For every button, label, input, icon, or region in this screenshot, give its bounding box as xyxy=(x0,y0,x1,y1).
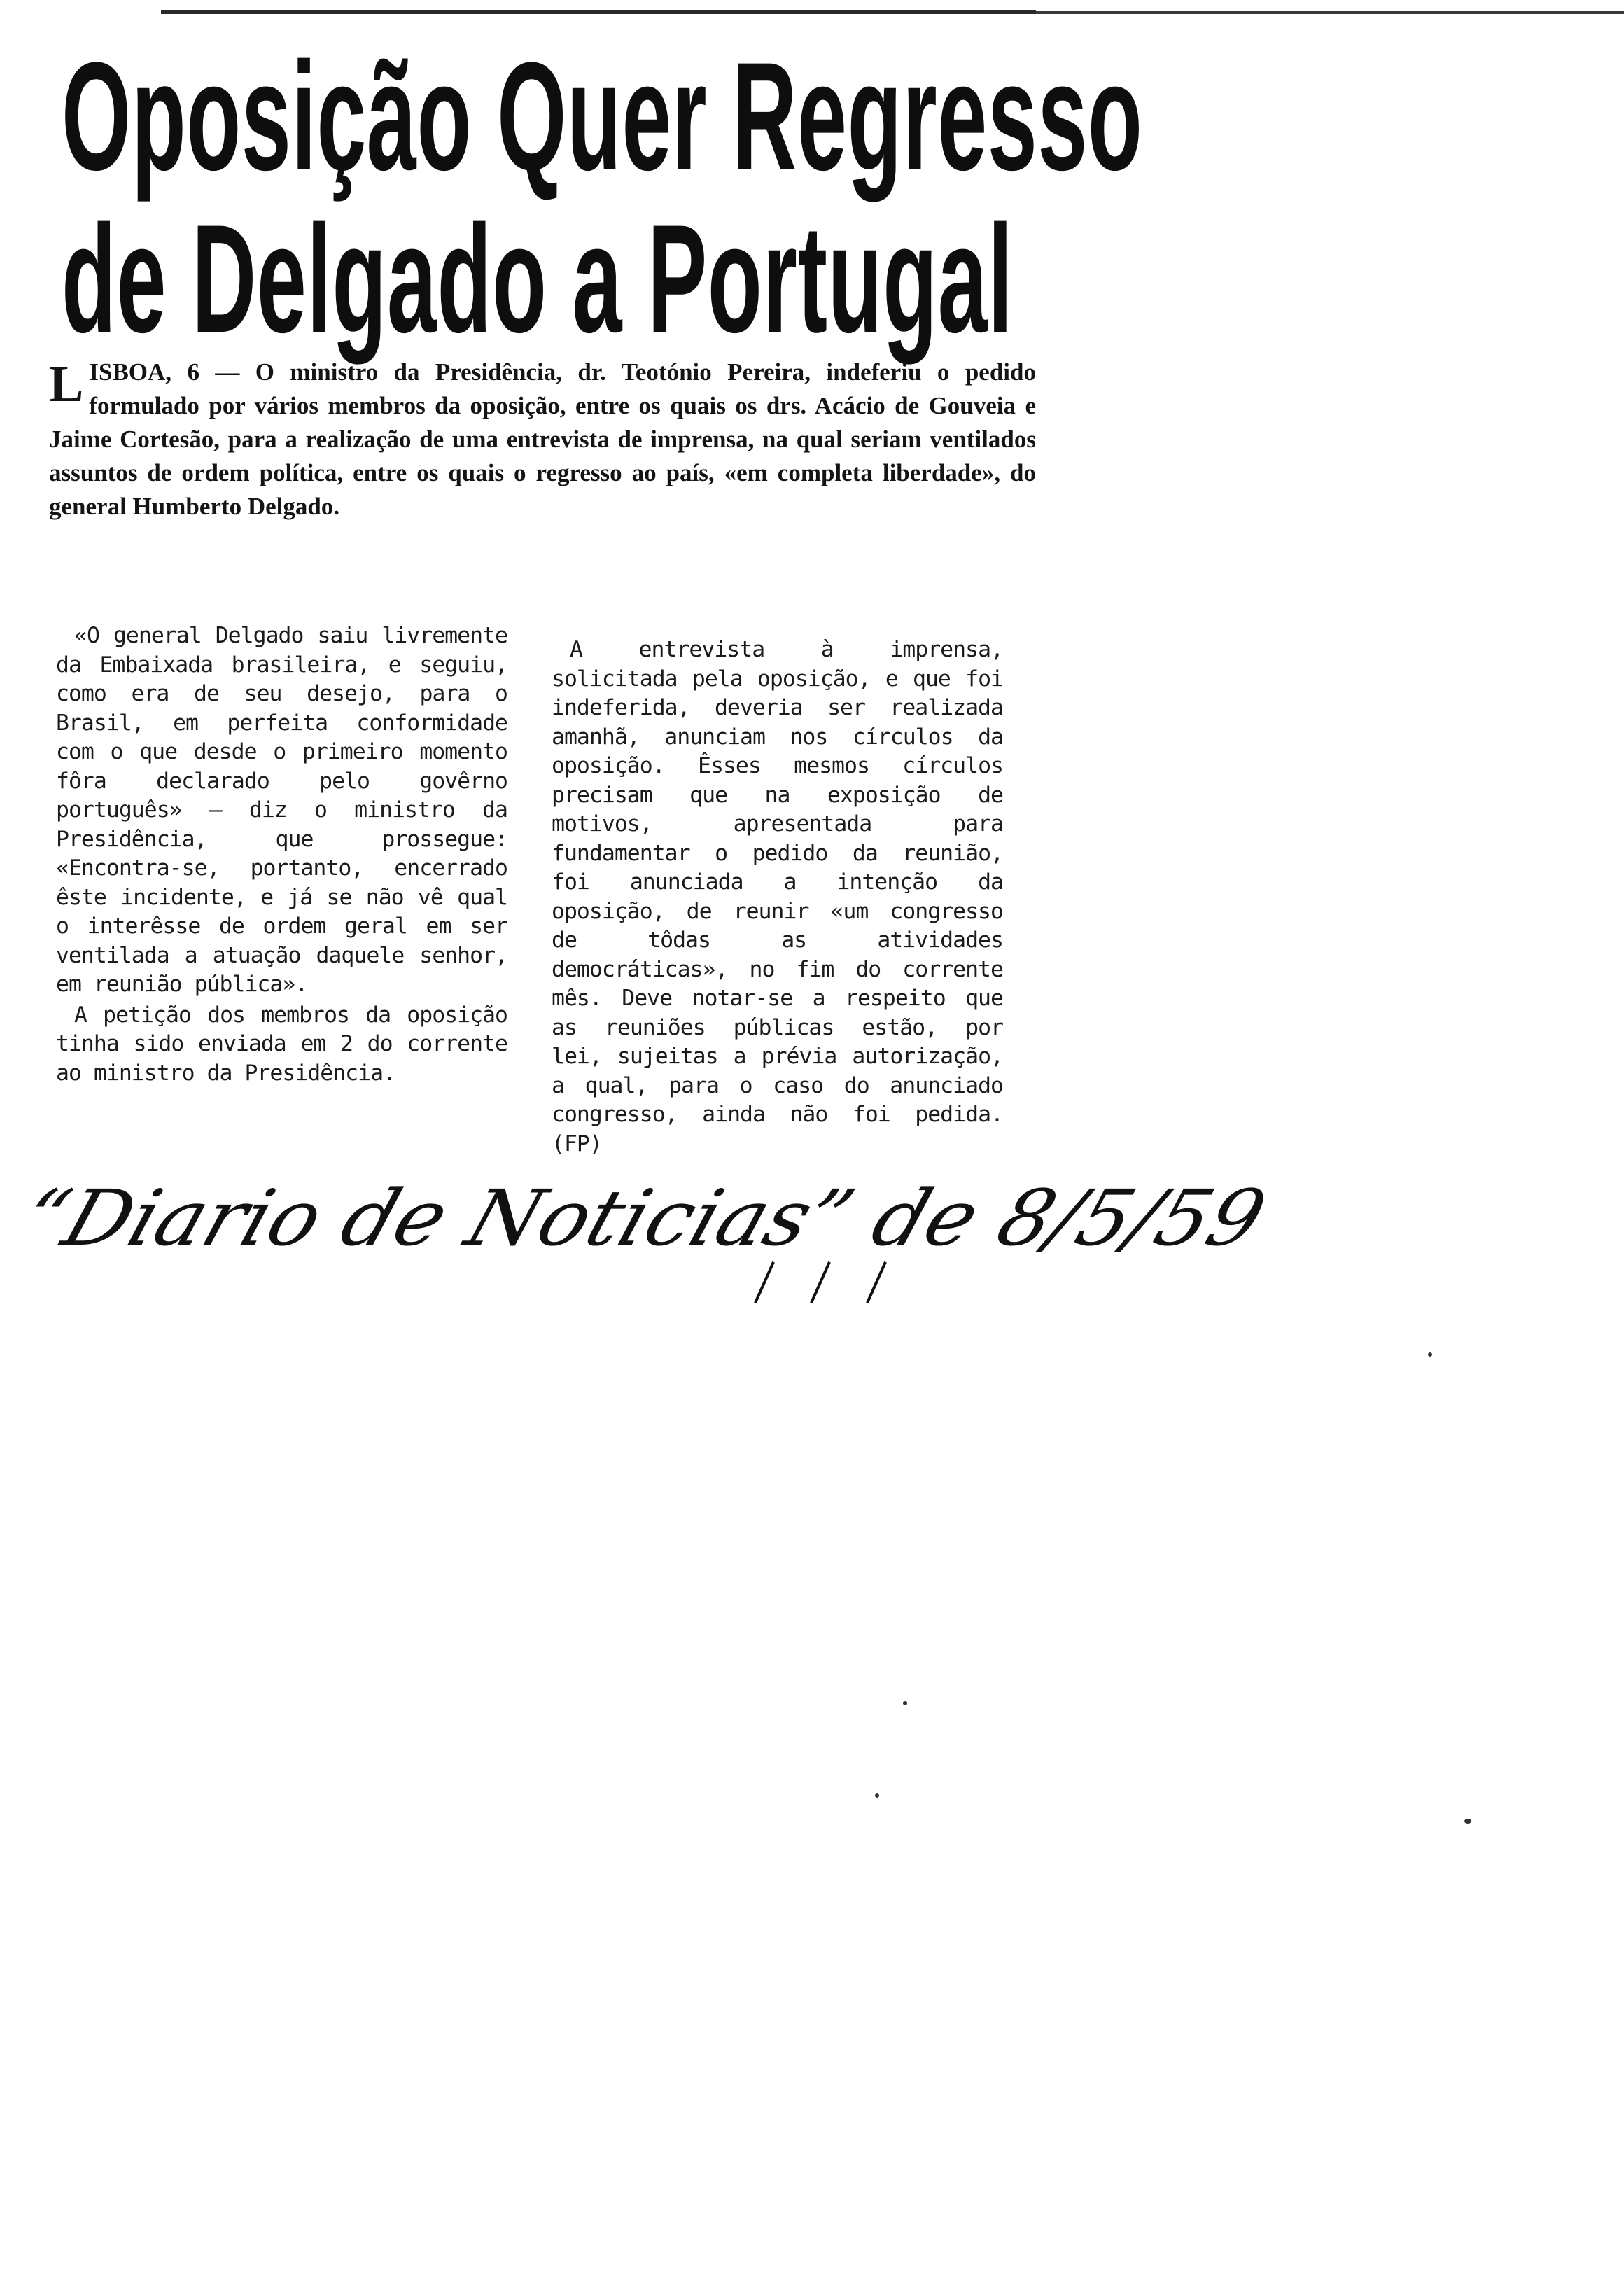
top-border-rule-right xyxy=(1036,11,1624,14)
headline-line-1: Oposição Quer Regresso xyxy=(62,30,1143,202)
scan-speck xyxy=(1464,1819,1471,1823)
article-column-left xyxy=(56,622,507,1089)
scan-speck xyxy=(875,1793,879,1798)
handwritten-source-note: “Diario de Noticias” de 8/5/59 xyxy=(11,1173,1277,1263)
drop-cap: L xyxy=(49,356,84,413)
headline xyxy=(62,30,1143,365)
scan-speck xyxy=(903,1701,907,1705)
headline-line-2: de Delgado a Portugal xyxy=(62,192,1014,365)
top-border-rule xyxy=(161,10,1036,14)
scan-speck xyxy=(1428,1352,1432,1357)
lead-text: ISBOA, 6 — O ministro da Presidência, dr. Teotónio Pereira, indeferiu o pedido formulado por vários membros da oposição, entre os quais os drs. Acácio de Gouveia e Jaime Cortesão, para a realização de uma entrevista de imprensa, na qual seriam ventilados assuntos de ordem política, entre os quais o regresso ao país, «em completa liberdade», do general Humberto Delgado. xyxy=(49,358,1036,520)
column-paragraph: A entrevista à imprensa, solicitada pela oposição, e que foi indeferida, deveria ser realizada amanhã, anunciam nos círculos da oposição. Êsses mesmos círculos precisam que na exposição de motivos, apresentada para fundamentar o pedido da reunião, foi anunciada a intenção da oposição, de reunir «um congresso de tôdas as atividades democráticas», no fim do corrente mês. Deve notar-se a respeito que as reuniões públicas estão, por lei, sujeitas a prévia autorização, a qual, para o caso do anunciado congresso, ainda não foi pedida. (FP) xyxy=(552,637,1003,1156)
column-paragraph: A petição dos membros da oposição tinha sido enviada em 2 do corrente ao ministro da Presidência. xyxy=(56,1002,507,1086)
lead-paragraph xyxy=(49,356,1036,524)
article-column-right xyxy=(552,636,1003,1160)
column-paragraph: «O general Delgado saiu livremente da Embaixada brasileira, e seguiu, como era de seu desejo, para o Brasil, em perfeita conformidade com o que desde o primeiro momento fôra declarado pelo govêrno português» — diz o ministro da Presidência, que prossegue: «Encontra-se, portanto, encerrado êste incidente, e já se não vê qual o interêsse de ordem geral em ser ventilada a atuação daquele senhor, em reunião pública». xyxy=(56,623,507,997)
